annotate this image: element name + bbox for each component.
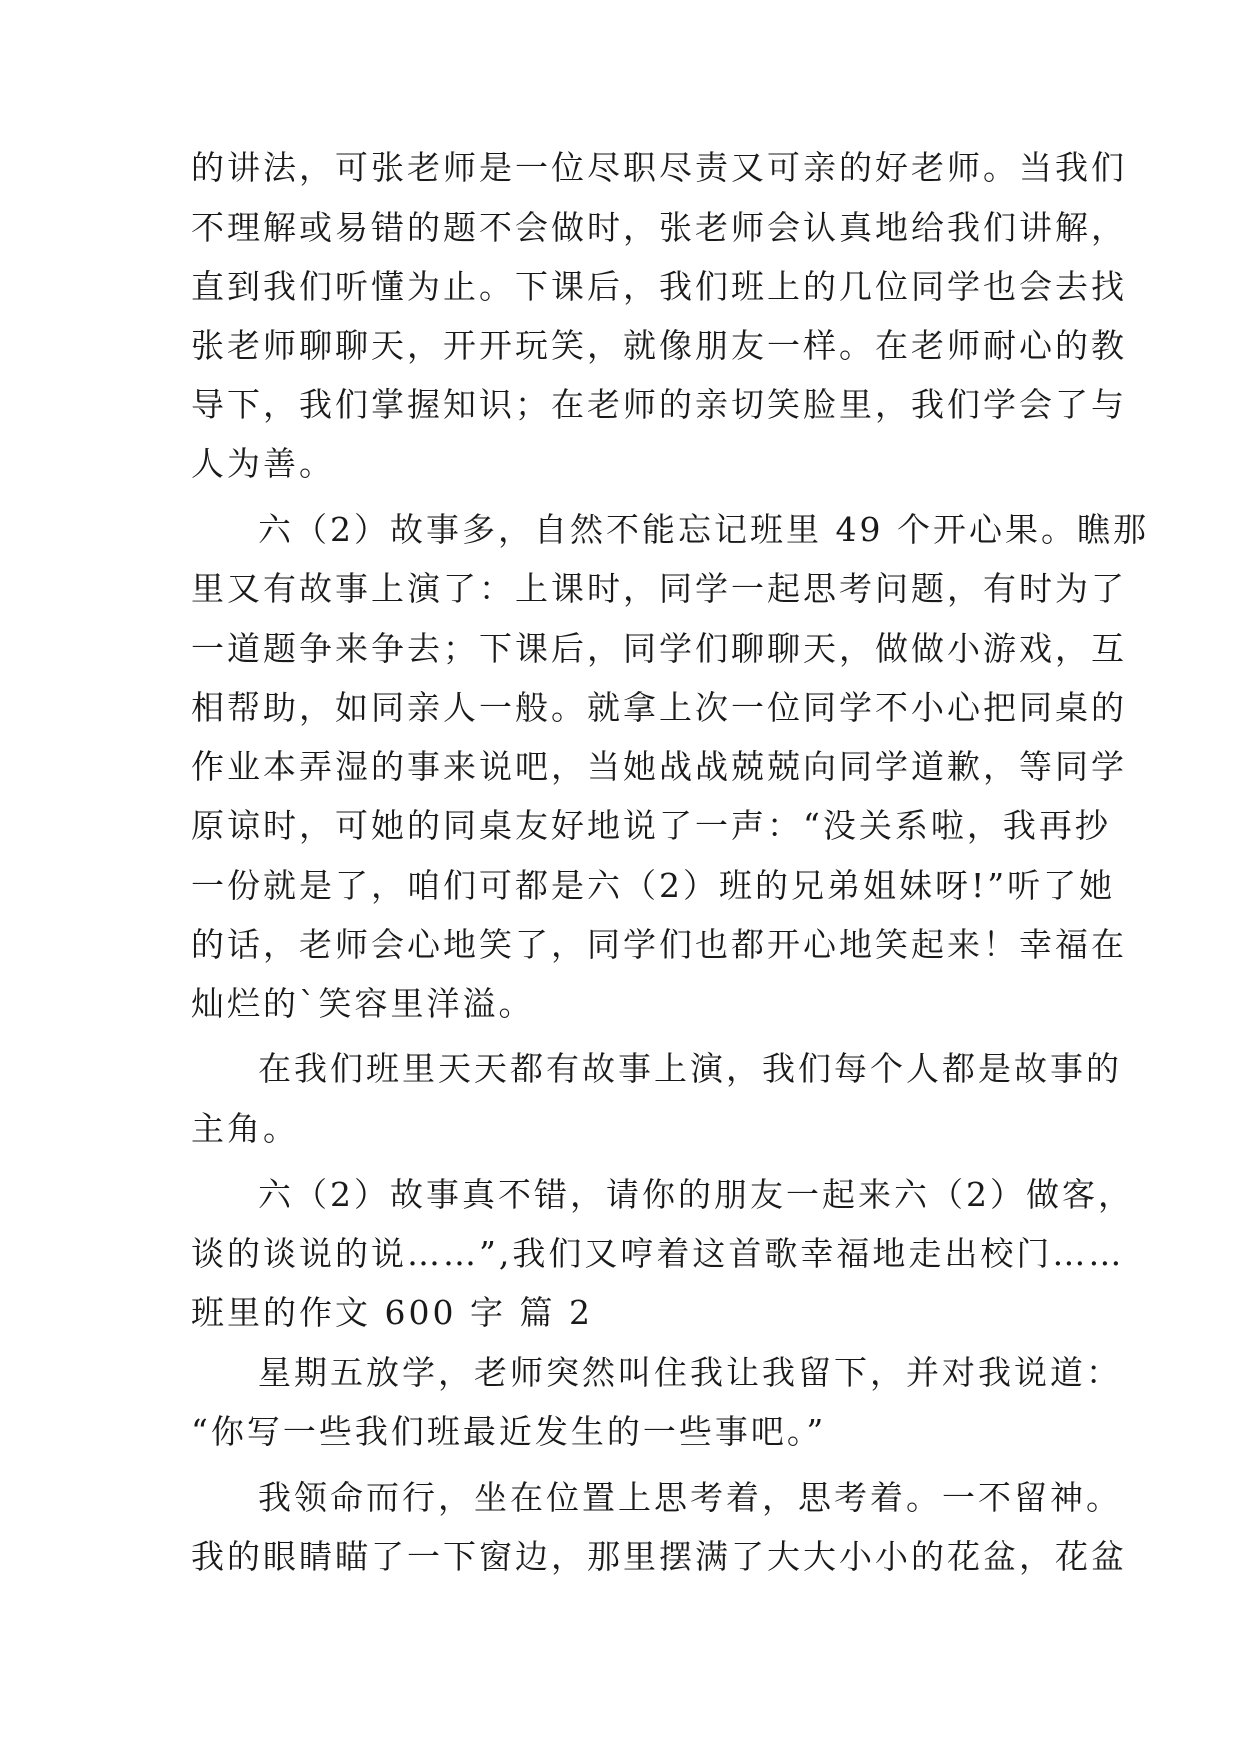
text-line: 主角。 [191,1109,299,1148]
text-line: 在我们班里天天都有故事上演，我们每个人都是故事的 [258,1049,1122,1088]
text-line: 谈的谈说的说……”,我们又哼着这首歌幸福地走出校门…… [191,1234,1125,1273]
text-line: 人为善。 [191,444,335,483]
text-line: 的讲法，可张老师是一位尽职尽责又可亲的好老师。当我们 [191,148,1127,187]
text-line: 直到我们听懂为止。下课后，我们班上的几位同学也会去找 [191,267,1127,306]
text-line: 相帮助，如同亲人一般。就拿上次一位同学不小心把同桌的 [191,688,1127,727]
text-line: 里又有故事上演了：上课时，同学一起思考问题，有时为了 [191,569,1127,608]
text-line: “你写一些我们班最近发生的一些事吧。” [191,1412,827,1451]
text-line: 的话，老师会心地笑了，同学们也都开心地笑起来！幸福在 [191,925,1127,964]
text-line: 六（2）故事多，自然不能忘记班里 49 个开心果。瞧那 [258,510,1149,549]
text-line: 原谅时，可她的同桌友好地说了一声：“没关系啦，我再抄 [191,806,1111,845]
text-line: 张老师聊聊天，开开玩笑，就像朋友一样。在老师耐心的教 [191,326,1127,365]
text-line: 不理解或易错的题不会做时，张老师会认真地给我们讲解， [191,208,1127,247]
text-line: 灿烂的`笑容里洋溢。 [191,984,535,1023]
text-line: 星期五放学，老师突然叫住我让我留下，并对我说道： [258,1353,1122,1392]
text-line: 导下，我们掌握知识；在老师的亲切笑脸里，我们学会了与 [191,385,1127,424]
text-line: 我领命而行，坐在位置上思考着，思考着。一不留神。 [258,1478,1122,1517]
text-line: 一份就是了，咱们可都是六（2）班的兄弟姐妹呀!”听了她 [191,866,1116,905]
text-line: 一道题争来争去；下课后，同学们聊聊天，做做小游戏，互 [191,629,1127,668]
text-line: 六（2）故事真不错，请你的朋友一起来六（2）做客， [258,1175,1134,1214]
text-line: 我的眼睛瞄了一下窗边，那里摆满了大大小小的花盆，花盆 [191,1537,1127,1576]
section-heading: 班里的作文 600 字 篇 2 [191,1293,593,1332]
text-line: 作业本弄湿的事来说吧，当她战战兢兢向同学道歉，等同学 [191,747,1127,786]
